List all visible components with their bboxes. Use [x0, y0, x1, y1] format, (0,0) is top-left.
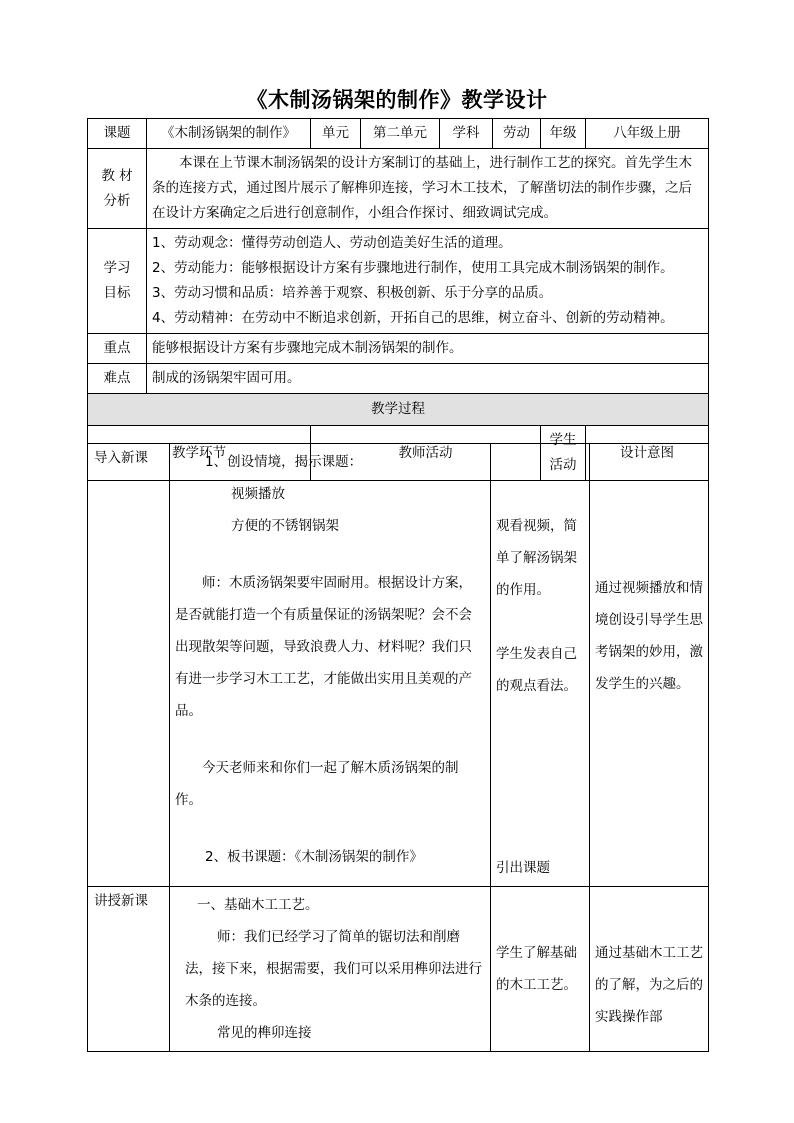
key-point-label: 重点 [88, 334, 147, 364]
col-header-teacher: 教师活动 [311, 426, 541, 481]
key-point-row [88, 334, 709, 364]
teacher-line: 视频播放 [231, 486, 285, 502]
objective-item: 4、劳动精神：在劳动中不断追求创新，开拓自己的思维，树立奋斗、创新的劳动精神。 [152, 310, 674, 326]
topic-value: 《木制汤锅架的制作》 [147, 119, 311, 149]
teacher-activity [170, 887, 491, 1052]
spacer [175, 542, 485, 567]
teacher-line: 2、板书课题：《木制汤锅架的制作》 [205, 849, 423, 865]
objective-item: 3、劳动习惯和品质：培养善于观察、积极创新、乐于分享的品质。 [152, 285, 553, 301]
student-activity [491, 887, 590, 1052]
spacer [175, 727, 485, 752]
subject-label: 学科 [440, 119, 493, 149]
info-row [88, 119, 709, 149]
objectives-row [88, 229, 709, 334]
teacher-paragraph: 师：木质汤锅架要牢固耐用。根据设计方案，是否就能打造一个有质量保证的汤锅架呢？会不会出现散架等问题，导致浪费人力、材料呢？我们只有进一步学习木工工艺，才能做出实用且美观的产品。 [175, 575, 472, 719]
page-title: 《木制汤锅架的制作》教学设计 [246, 88, 548, 112]
difficulty-text: 制成的汤锅架牢固可用。 [147, 364, 709, 394]
student-line: 观看视频，简单了解汤锅架的作用。 [496, 518, 577, 598]
col-header-stage: 教学环节 [88, 426, 311, 481]
teacher-paragraph: 今天老师来和你们一起了解木质汤锅架的制作。 [175, 760, 459, 808]
lesson-plan-table [87, 118, 709, 481]
teacher-paragraph: 师：我们已经学习了简单的锯切法和削磨法，接下来，根据需要，我们可以采用榫卯法进行木条的连接。 [185, 929, 482, 1009]
unit-value: 第二单元 [361, 119, 440, 149]
design-intent [590, 444, 709, 887]
grade-value: 八年级上册 [586, 119, 709, 149]
intent-text: 通过视频播放和情境创设引导学生思考锅架的妙用，激发学生的兴趣。 [595, 580, 703, 692]
stage-name: 导入新课 [88, 444, 170, 887]
key-point-text: 能够根据设计方案有步骤地完成木制汤锅架的制作。 [147, 334, 709, 364]
objectives-label-line1: 学习 [103, 260, 131, 276]
student-line: 学生发表自己的观点看法。 [496, 646, 577, 694]
stage-name: 讲授新课 [88, 887, 170, 1052]
difficulty-row [88, 364, 709, 394]
col-header-intent: 设计意图 [586, 426, 709, 481]
analysis-label-line2: 分析 [103, 192, 131, 209]
objectives-label [88, 229, 147, 334]
spacer [175, 816, 485, 841]
col-header-student: 学生活动 [541, 426, 586, 481]
grade-label: 年级 [541, 119, 586, 149]
objectives-label-line2: 目标 [103, 285, 131, 301]
teacher-line: 方便的不锈钢锅架 [231, 518, 339, 534]
teacher-activity [170, 444, 491, 887]
subject-value: 劳动 [493, 119, 541, 149]
process-heading: 教学过程 [88, 394, 709, 426]
topic-label: 课题 [88, 119, 147, 149]
process-table [87, 443, 709, 1052]
analysis-label-line1: 教 材 [101, 167, 133, 184]
objectives-list [147, 229, 709, 334]
analysis-label [88, 149, 147, 229]
design-intent [590, 887, 709, 1052]
unit-label: 单元 [311, 119, 361, 149]
student-line: 引出课题 [496, 860, 550, 876]
process-heading-row [88, 394, 709, 426]
intent-text: 通过基础木工工艺的了解，为之后的实践操作部 [595, 945, 703, 1025]
analysis-row [88, 149, 709, 229]
stage-row-teaching [88, 887, 709, 1052]
teacher-line: 常见的榫卯连接 [217, 1025, 312, 1041]
student-line: 学生了解基础的木工工艺。 [496, 945, 577, 993]
stage-row-intro [88, 444, 709, 887]
analysis-text: 本课在上节课木制汤锅架的设计方案制订的基础上，进行制作工艺的探究。首先学生木条的连接方式，通过图片展示了解榫卯连接，学习木工技术，了解凿切法的制作步骤，之后在设计方案确定之后进行创意制作，小组合作探讨、细致调试完成。 [147, 149, 709, 229]
objective-item: 1、劳动观念：懂得劳动创造人、劳动创造美好生活的道理。 [152, 235, 512, 251]
difficulty-label: 难点 [88, 364, 147, 394]
teacher-line: 1、创设情境，揭示课题： [205, 454, 363, 470]
student-activity [491, 444, 590, 887]
teacher-line: 一、基础木工工艺。 [197, 897, 319, 913]
objective-item: 2、劳动能力：能够根据设计方案有步骤地进行制作，使用工具完成木制汤锅架的制作。 [152, 260, 674, 276]
